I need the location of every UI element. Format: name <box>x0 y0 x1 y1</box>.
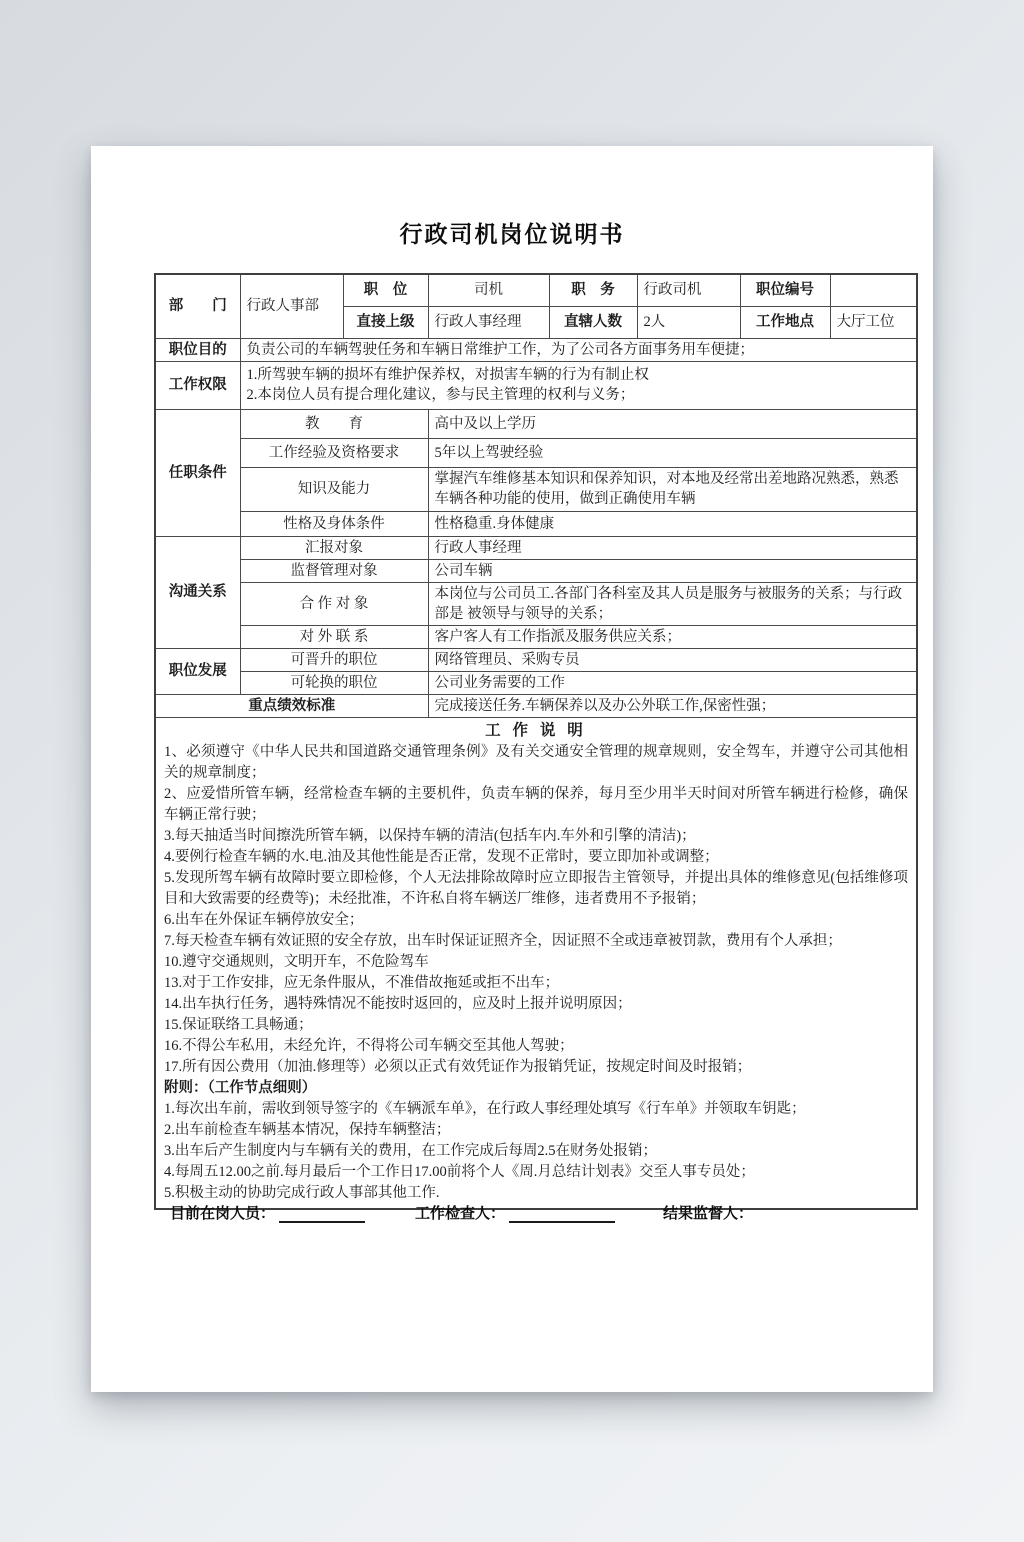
authority-value <box>240 361 917 409</box>
location-label: 工作地点 <box>740 306 830 338</box>
subordinates-value: 2人 <box>637 306 740 338</box>
appendix-item: 5.积极主动的协助完成行政人事部其他工作. <box>164 1184 440 1201</box>
dept-value: 行政人事部 <box>240 274 343 338</box>
knowledge-label: 知识及能力 <box>240 467 428 511</box>
purpose-label: 职位目的 <box>155 338 240 361</box>
qualifications-label: 任职条件 <box>155 409 240 536</box>
supervise-value: 公司车辆 <box>428 559 917 582</box>
cooperation-value: 本岗位与公司员工.各部门各科室及其人员是服务与被服务的关系；与行政部是 被领导与领导的关系； <box>428 582 917 625</box>
supervisor-value: 行政人事经理 <box>428 306 549 338</box>
work-item: 3.每天抽适当时间擦洗所管车辆，以保持车辆的清洁(包括车内.车外和引擎的清洁)； <box>164 827 696 844</box>
current-staff-blank <box>279 1206 365 1223</box>
cooperation-label: 合 作 对 象 <box>240 582 428 625</box>
current-staff-label: 目前在岗人员： <box>170 1206 276 1222</box>
subordinates-label: 直辖人数 <box>549 306 637 338</box>
work-item: 15.保证联络工具畅通； <box>164 1016 313 1033</box>
supervisor-label: 直接上级 <box>343 306 428 338</box>
report-to-label: 汇报对象 <box>240 536 428 559</box>
performance-value: 完成接送任务.车辆保养以及办公外联工作,保密性强； <box>428 694 917 717</box>
rotation-label: 可轮换的职位 <box>240 671 428 694</box>
work-item: 6.出车在外保证车辆停放安全； <box>164 911 364 928</box>
position-no-value <box>830 274 917 306</box>
work-item: 7.每天检查车辆有效证照的安全存放，出车时保证证照齐全，因证照不全或违章被罚款，费用有个人承担； <box>164 932 842 949</box>
appendix-item: 4.每周五12.00之前.每月最后一个工作日17.00前将个人《周.月总结计划表》交至人事专员处； <box>164 1163 755 1180</box>
appendix-item: 3.出车后产生制度内与车辆有关的费用，在工作完成后每周2.5在财务处报销； <box>164 1142 657 1159</box>
dept-label: 部 门 <box>155 274 240 338</box>
purpose-value: 负责公司的车辆驾驶任务和车辆日常维护工作，为了公司各方面事务用车便捷； <box>240 338 917 361</box>
experience-value: 5年以上驾驶经验 <box>428 438 917 467</box>
work-item: 4.要例行检查车辆的水.电.油及其他性能是否正常，发现不正常时，要立即加补或调整； <box>164 848 719 865</box>
authority-label: 工作权限 <box>155 361 240 409</box>
character-label: 性格及身体条件 <box>240 511 428 536</box>
supervise-label: 监督管理对象 <box>240 559 428 582</box>
appendix-item: 1.每次出车前，需收到领导签字的《车辆派车单》，在行政人事经理处填写《行车单》并领取车钥匙； <box>164 1100 806 1117</box>
promotion-value: 网络管理员、采购专员 <box>428 648 917 671</box>
duty-label: 职 务 <box>549 274 637 306</box>
work-item: 13.对于工作安排，应无条件服从，不准借故拖延或拒不出车； <box>164 974 560 991</box>
signature-row <box>170 1202 890 1223</box>
character-value: 性格稳重.身体健康 <box>428 511 917 536</box>
position-no-label: 职位编号 <box>740 274 830 306</box>
education-value: 高中及以上学历 <box>428 409 917 438</box>
appendix-heading: 附则：（工作节点细则） <box>164 1079 317 1096</box>
work-item: 10.遵守交通规则，文明开车，不危险驾车 <box>164 953 429 970</box>
work-item: 5.发现所驾车辆有故障时要立即检修，个人无法排除故障时应立即报告主管领导，并提出具体的维修意见(包括维修项目和大致需要的经费等)；未经批准，不许私自将车辆送厂维修，违者费用不予报销； <box>164 869 908 907</box>
development-label: 职位发展 <box>155 648 240 694</box>
experience-label: 工作经验及资格要求 <box>240 438 428 467</box>
work-description-section <box>155 717 917 1209</box>
result-supervisor-label: 结果监督人： <box>663 1206 754 1222</box>
rotation-value: 公司业务需要的工作 <box>428 671 917 694</box>
job-spec-table <box>154 273 918 1210</box>
duty-value: 行政司机 <box>637 274 740 306</box>
work-item: 14.出车执行任务，遇特殊情况不能按时返回的，应及时上报并说明原因； <box>164 995 632 1012</box>
education-label: 教 育 <box>240 409 428 438</box>
external-value: 客户客人有工作指派及服务供应关系； <box>428 625 917 648</box>
authority-line: 1.所驾驶车辆的损坏有维护保养权，对损害车辆的行为有制止权 <box>246 367 649 383</box>
work-description-heading: 工 作 说 明 <box>485 721 587 739</box>
appendix-item: 2.出车前检查车辆基本情况，保持车辆整洁； <box>164 1121 451 1138</box>
page-title: 行政司机岗位说明书 <box>399 222 625 247</box>
inspector-blank <box>509 1206 615 1223</box>
external-label: 对 外 联 系 <box>240 625 428 648</box>
inspector-label: 工作检查人： <box>415 1206 506 1222</box>
authority-line: 2.本岗位人员有提合理化建议，参与民主管理的权利与义务； <box>246 387 635 403</box>
work-item: 16.不得公车私用，未经允许，不得将公司车辆交至其他人驾驶； <box>164 1037 574 1054</box>
work-item: 2、应爱惜所管车辆，经常检查车辆的主要机件，负责车辆的保养，每月至少用半天时间对所管车辆进行检修，确保车辆正常行驶； <box>164 785 908 823</box>
location-value: 大厅工位 <box>830 306 917 338</box>
work-item: 17.所有因公费用（加油.修理等）必须以正式有效凭证作为报销凭证，按规定时间及时报销； <box>164 1058 752 1075</box>
work-item: 1、必须遵守《中华人民共和国道路交通管理条例》及有关交通安全管理的规章规则，安全驾车，并遵守公司其他相关的规章制度； <box>164 743 908 781</box>
promotion-label: 可晋升的职位 <box>240 648 428 671</box>
communication-label: 沟通关系 <box>155 536 240 648</box>
position-label: 职 位 <box>343 274 428 306</box>
position-value: 司机 <box>428 274 549 306</box>
document-page <box>91 146 933 1392</box>
performance-label: 重点绩效标准 <box>155 694 428 717</box>
report-to-value: 行政人事经理 <box>428 536 917 559</box>
knowledge-value: 掌握汽车维修基本知识和保养知识，对本地及经常出差地路况熟悉，熟悉车辆各种功能的使用，做到正确使用车辆 <box>428 467 917 511</box>
